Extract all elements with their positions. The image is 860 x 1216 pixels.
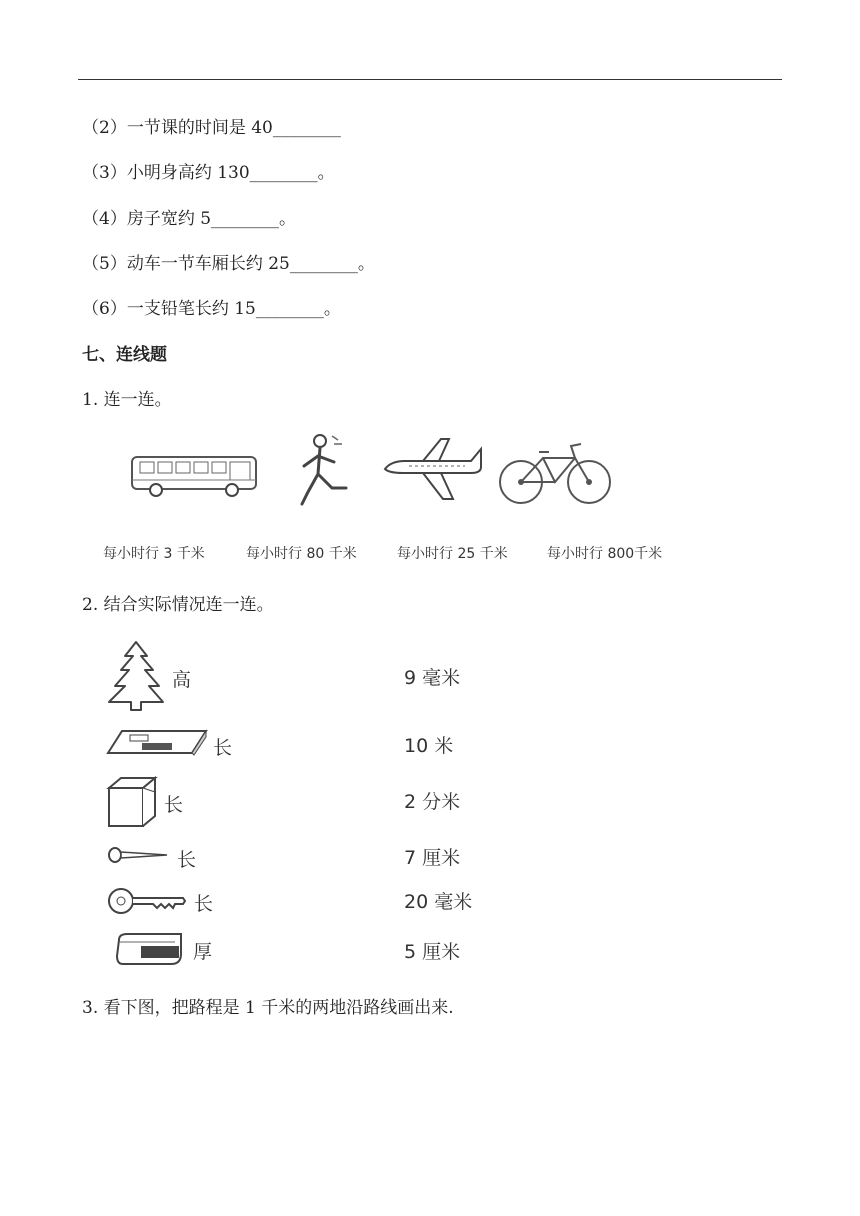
object-label: 厚 bbox=[193, 941, 213, 963]
blank-question-4: （4）房子宽约 5________。 bbox=[82, 209, 297, 229]
speed-label: 每小时行 25 千米 bbox=[397, 546, 508, 562]
speed-label: 每小时行 800千米 bbox=[547, 546, 663, 562]
speed-label: 每小时行 3 千米 bbox=[103, 546, 205, 562]
object-label: 长 bbox=[164, 794, 184, 816]
q3-title: 3. 看下图，把路程是 1 千米的两地沿路线画出来. bbox=[82, 998, 454, 1018]
tree-icon bbox=[107, 640, 165, 712]
runner-icon bbox=[298, 432, 352, 514]
section-title: 七、连线题 bbox=[82, 345, 167, 365]
answer-option: 2 分米 bbox=[404, 791, 461, 813]
eraser-icon bbox=[115, 932, 185, 968]
answer-option: 5 厘米 bbox=[404, 941, 461, 963]
pencil-box-icon bbox=[106, 727, 208, 757]
object-label: 高 bbox=[172, 669, 192, 691]
answer-option: 10 米 bbox=[404, 735, 454, 757]
answer-option: 20 毫米 bbox=[404, 891, 473, 913]
object-label: 长 bbox=[213, 737, 233, 759]
nail-icon bbox=[107, 846, 169, 864]
blank-question-2: （2）一节课的时间是 40________ bbox=[82, 118, 341, 138]
answer-option: 7 厘米 bbox=[404, 847, 461, 869]
bus-icon bbox=[130, 452, 260, 498]
key-icon bbox=[107, 886, 187, 916]
bicycle-icon bbox=[497, 440, 613, 506]
q1-title: 1. 连一连。 bbox=[82, 390, 172, 410]
blank-question-5: （5）动车一节车厢长约 25________。 bbox=[82, 254, 375, 274]
blank-question-6: （6）一支铅笔长约 15________。 bbox=[82, 299, 341, 319]
cube-box-icon bbox=[107, 774, 159, 830]
object-label: 长 bbox=[194, 893, 214, 915]
q2-title: 2. 结合实际情况连一连。 bbox=[82, 595, 274, 615]
answer-option: 9 毫米 bbox=[404, 667, 461, 689]
airplane-icon bbox=[383, 437, 483, 503]
speed-label: 每小时行 80 千米 bbox=[246, 546, 357, 562]
blank-question-3: （3）小明身高约 130________。 bbox=[82, 163, 335, 183]
object-label: 长 bbox=[177, 849, 197, 871]
header-rule bbox=[78, 79, 782, 80]
